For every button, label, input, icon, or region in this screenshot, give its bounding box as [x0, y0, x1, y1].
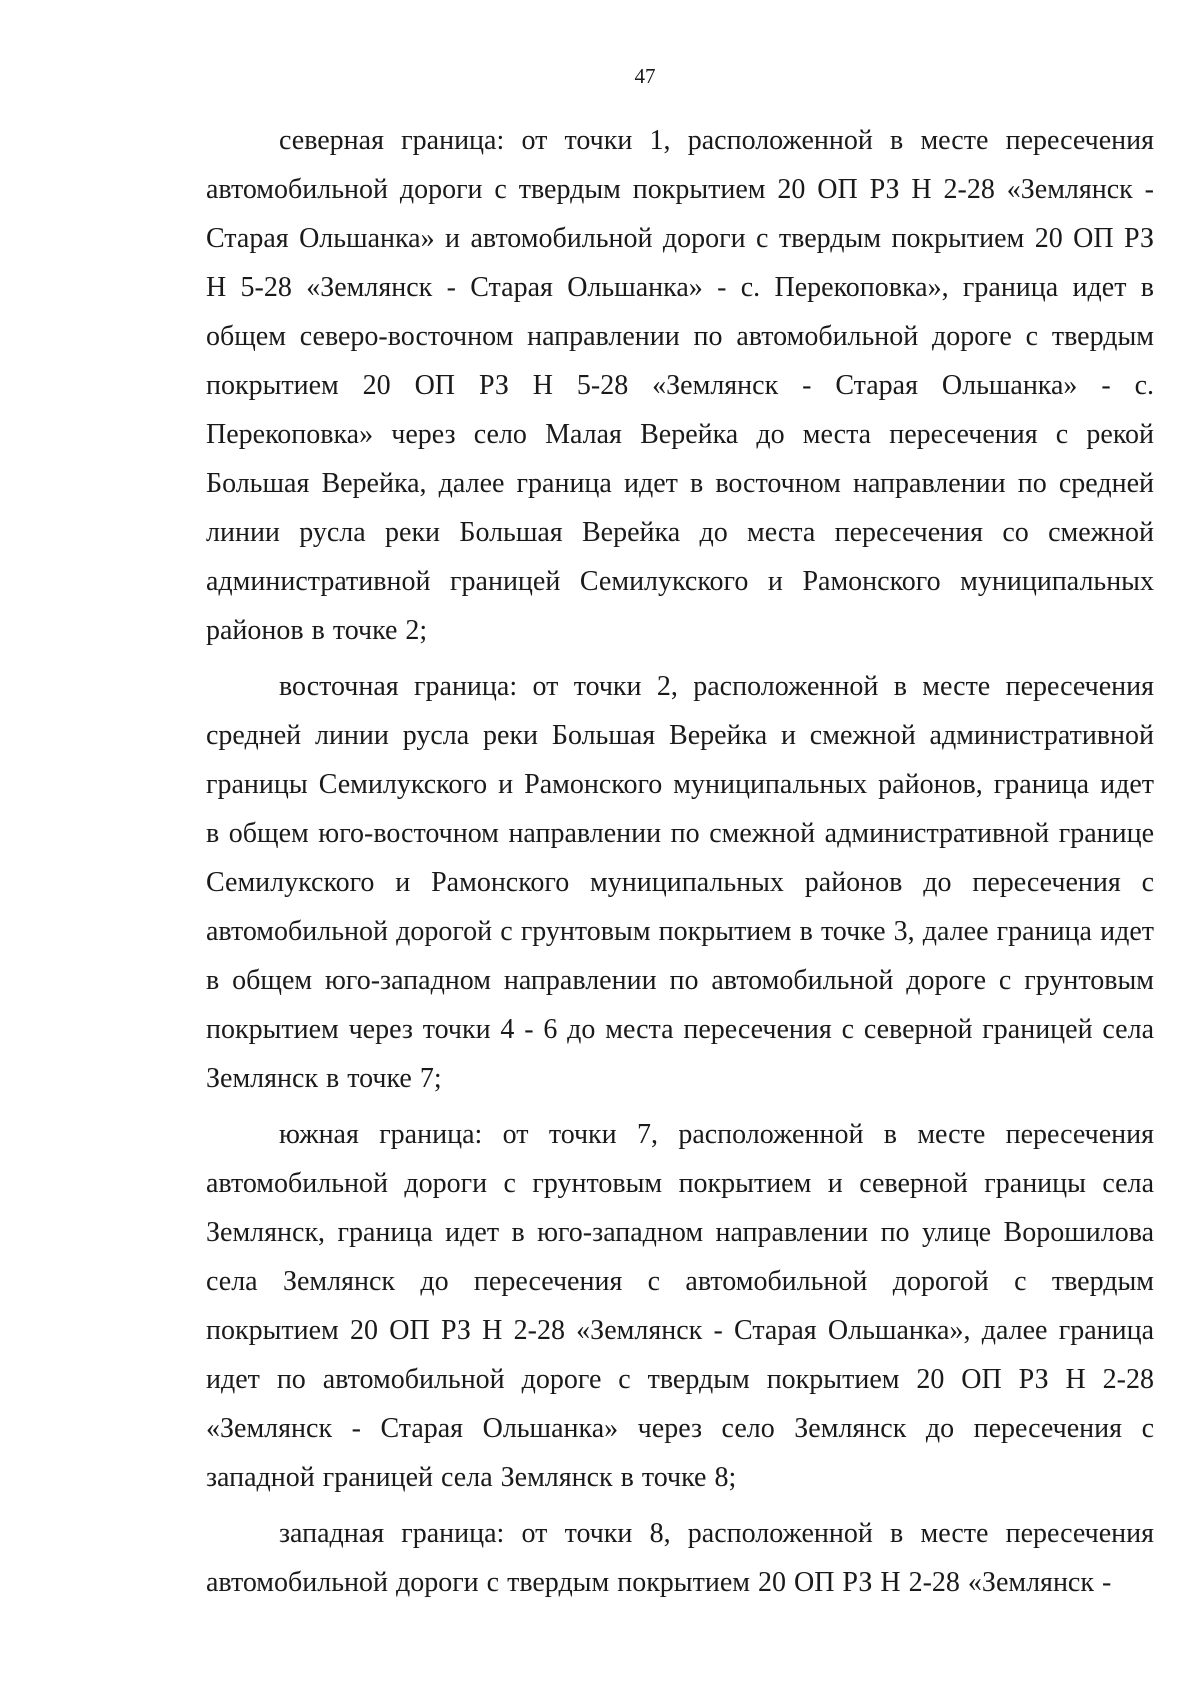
- document-body: [206, 116, 1154, 1614]
- paragraph-southern-boundary: южная граница: от точки 7, расположенной в месте пересечения автомобильной дороги с грунтовым покрытием и северной границы села Землянск, граница идет в юго-западном направлении по улице Ворошилова села Землянск до пересечения с автомобильной дорогой с твердым покрытием 20 ОП РЗ Н 2-28 «Землянск - Старая Ольшанка», далее граница идет по автомобильной дороге с твердым покрытием 20 ОП РЗ Н 2-28 «Землянск - Старая Ольшанка» через село Землянск до пересечения с западной границей села Землянск в точке 8;: [206, 1119, 1154, 1493]
- page-number: 47: [634, 64, 656, 88]
- paragraph-western-boundary: западная граница: от точки 8, расположенной в месте пересечения автомобильной дороги с твердым покрытием 20 ОП РЗ Н 2-28 «Землянск -: [206, 1518, 1154, 1598]
- paragraph-northern-boundary: северная граница: от точки 1, расположенной в месте пересечения автомобильной дороги с твердым покрытием 20 ОП РЗ Н 2-28 «Землянск - Старая Ольшанка» и автомобильной дороги с твердым покрытием 20 ОП РЗ Н 5-28 «Землянск - Старая Ольшанка» - с. Перекоповка», граница идет в общем северо-восточном направлении по автомобильной дороге с твердым покрытием 20 ОП РЗ Н 5-28 «Землянск - Старая Ольшанка» - с. Перекоповка» через село Малая Верейка до места пересечения с рекой Большая Верейка, далее граница идет в восточном направлении по средней линии русла реки Большая Верейка до места пересечения со смежной административной границей Семилукского и Рамонского муниципальных районов в точке 2;: [206, 125, 1154, 646]
- paragraph-eastern-boundary: восточная граница: от точки 2, расположенной в месте пересечения средней линии русла реки Большая Верейка и смежной административной границы Семилукского и Рамонского муниципальных районов, граница идет в общем юго-восточном направлении по смежной административной границе Семилукского и Рамонского муниципальных районов до пересечения с автомобильной дорогой с грунтовым покрытием в точке 3, далее граница идет в общем юго-западном направлении по автомобильной дороге с грунтовым покрытием через точки 4 - 6 до места пересечения с северной границей села Землянск в точке 7;: [206, 671, 1154, 1094]
